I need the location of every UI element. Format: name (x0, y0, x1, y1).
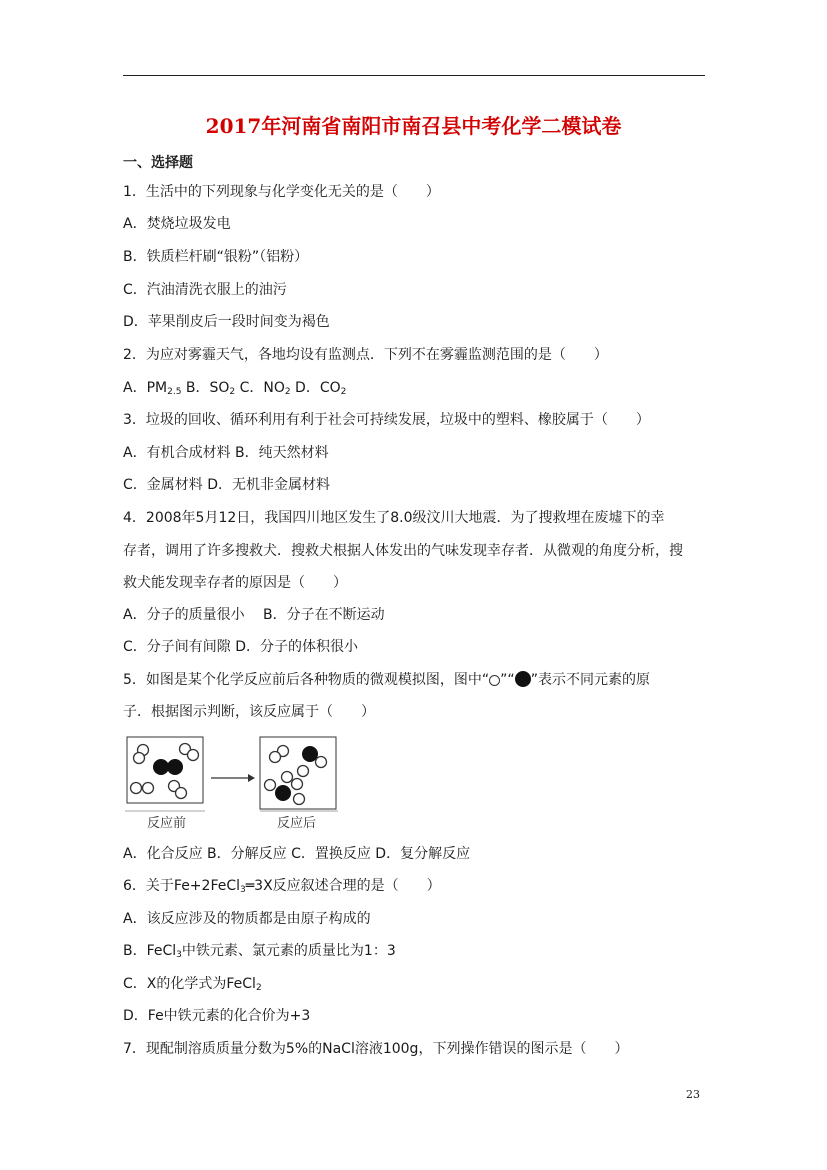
q3-options-cd: C．金属材料 D．无机非金属材料 (123, 477, 331, 493)
q1-option-c: C．汽油清洗衣服上的油污 (123, 282, 287, 298)
section-heading: 一、选择题 (123, 155, 193, 171)
q2-option-b: B．SO (181, 380, 230, 396)
q6-stem: 6．关于Fe+2FeCl$_3$═3X反应叙述合理的是（ ） (123, 878, 441, 895)
before-box (127, 737, 203, 803)
q4-stem-line2: 存者，调用了许多搜救犬．搜救犬根据人体发出的气味发现幸存者．从微观的角度分析，搜 (123, 543, 683, 559)
q1-option-a: A．焚烧垃圾发电 (123, 216, 231, 232)
label-after: 反应后 (277, 816, 317, 831)
q1-option-d: D．苹果削皮后一段时间变为褐色 (123, 314, 330, 330)
q2-options: A．$PM_{2.5}$ B．$SO_2$ C．$NO_2$ D．$CO_2$ (123, 380, 347, 397)
q5-stem-line1: 5．如图是某个化学反应前后各种物质的微观模拟图，图中“ ”“ ”表示不同元素的原 (123, 672, 650, 688)
q6-option-d: D．Fe中铁元素的化合价为+3 (123, 1008, 311, 1024)
q5-stem-line2: 子．根据图示判断，该反应属于（ ） (123, 704, 375, 720)
after-box (260, 737, 336, 809)
q6-option-a: A．该反应涉及的物质都是由原子构成的 (123, 911, 371, 927)
q2-option-a: A．PM (123, 380, 168, 396)
page-title: 2017年河南省南阳市南召县中考化学二模试卷 (205, 114, 622, 138)
q6-option-c: C．X的化学式为FeCl$_2$ (123, 976, 262, 993)
reaction-diagram (125, 735, 340, 833)
header-rule (123, 75, 705, 76)
q3-options-ab: A．有机合成材料 B．纯天然材料 (123, 445, 329, 461)
q2-option-c: C．NO (235, 380, 285, 396)
q7-stem: 7．现配制溶质质量分数为5%的NaCl溶液100g，下列操作错误的图示是（ ） (123, 1041, 629, 1057)
page-number: 23 (686, 1088, 700, 1101)
arrow-icon (211, 774, 255, 782)
q4-stem-line1: 4．2008年5月12日，我国四川地区发生了8.0级汶川大地震．为了搜救埋在废墟下的幸 (123, 510, 665, 526)
q1-stem: 1．生活中的下列现象与化学变化无关的是（ ） (123, 184, 440, 200)
q3-stem: 3．垃圾的回收、循环利用有利于社会可持续发展，垃圾中的塑料、橡胶属于（ ） (123, 412, 650, 428)
q2-stem: 2．为应对雾霾天气，各地均设有监测点．下列不在雾霾监测范围的是（ ） (123, 347, 608, 363)
q4-options-cd: C．分子间有间隙 D．分子的体积很小 (123, 639, 359, 655)
label-before: 反应前 (147, 816, 187, 831)
q4-stem-line3: 救犬能发现幸存者的原因是（ ） (123, 575, 347, 591)
white-atom-icon (489, 675, 500, 686)
q1-option-b: B．铁质栏杆刷“银粉”（铝粉） (123, 249, 309, 265)
q2-option-d: D．CO (290, 380, 341, 396)
q5-options: A．化合反应 B．分解反应 C．置换反应 D．复分解反应 (123, 846, 471, 862)
q6-option-b: B．FeCl$_3$中铁元素、氯元素的质量比为1：3 (123, 943, 396, 960)
black-atom-icon (515, 671, 531, 687)
q4-options-ab: A．分子的质量很小 B．分子在不断运动 (123, 607, 385, 623)
